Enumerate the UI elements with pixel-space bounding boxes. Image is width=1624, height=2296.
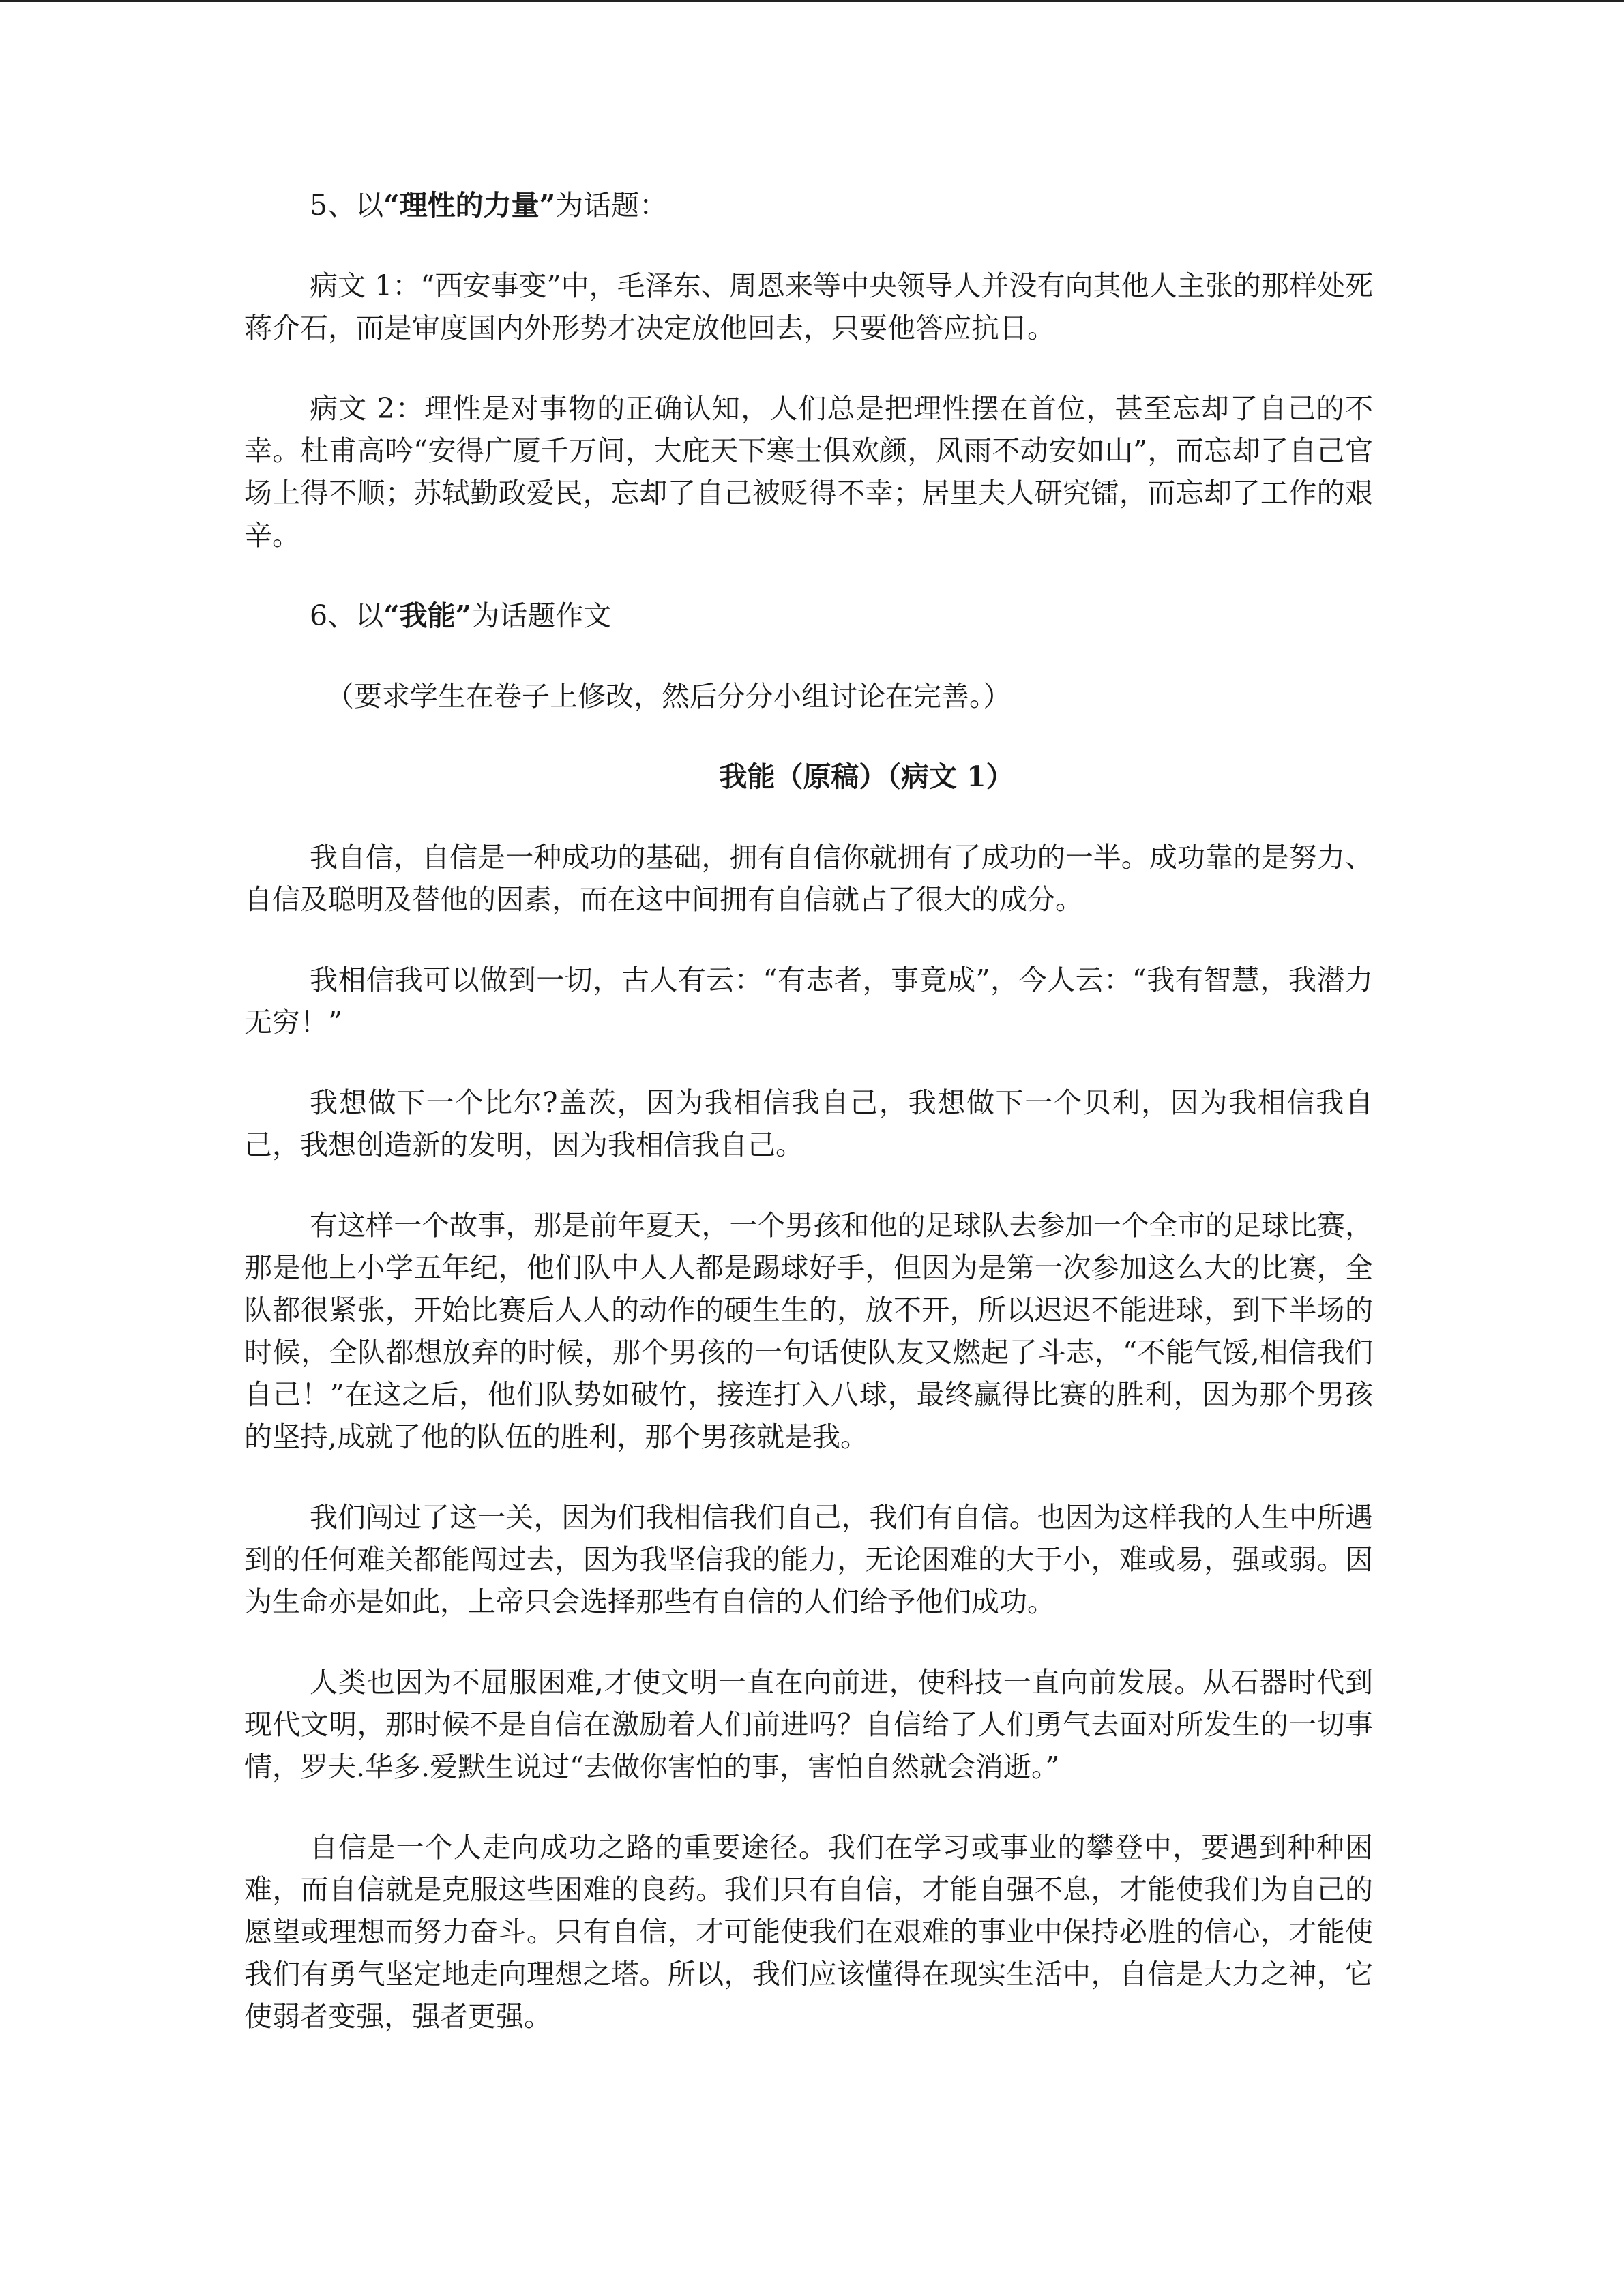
sample-paragraph-1: 病文 1：“西安事变”中，毛泽东、周恩来等中央领导人并没有向其他人主张的那样处死蒋介石，而是审度国内外形势才决定放他回去，只要他答应抗日。 bbox=[244, 269, 1373, 344]
essay-title: 我能（原稿）（病文 1） bbox=[719, 760, 1014, 793]
top-border-line bbox=[0, 0, 1624, 2]
instruction-note: （要求学生在卷子上修改，然后分分小组讨论在完善。） bbox=[326, 680, 1012, 713]
essay-paragraph-1: 我自信，自信是一种成功的基础，拥有自信你就拥有了成功的一半。成功靠的是努力、自信及聪明及替他的因素，而在这中间拥有自信就占了很大的成分。 bbox=[244, 841, 1373, 916]
section-6-suffix: 为话题作文 bbox=[471, 599, 612, 632]
essay-paragraph-5: 我们闯过了这一关，因为们我相信我们自己，我们有自信。也因为这样我的人生中所遇到的任何难关都能闯过去，因为我坚信我的能力，无论困难的大于小，难或易，强或弱。因为生命亦是如此，上帝只会选择那些有自信的人们给予他们成功。 bbox=[244, 1501, 1373, 1618]
essay-paragraph-3: 我想做下一个比尔?盖茨，因为我相信我自己，我想做下一个贝利，因为我相信我自己，我想创造新的发明，因为我相信我自己。 bbox=[244, 1086, 1373, 1161]
section-6-number: 6、以 bbox=[310, 599, 384, 632]
section-6-heading bbox=[244, 595, 1373, 637]
essay-paragraph-6: 人类也因为不屈服困难,才使文明一直在向前进，使科技一直向前发展。从石器时代到现代文明，那时候不是自信在激励着人们前进吗？自信给了人们勇气去面对所发生的一切事情，罗夫.华多.爱默生说过“去做你害怕的事，害怕自然就会消逝。” bbox=[244, 1666, 1373, 1783]
essay-paragraph-7: 自信是一个人走向成功之路的重要途径。我们在学习或事业的攀登中，要遇到种种困难，而自信就是克服这些困难的良药。我们只有自信，才能自强不息，才能使我们为自己的愿望或理想而努力奋斗。只有自信，才可能使我们在艰难的事业中保持必胜的信心，才能使我们有勇气坚定地走向理想之塔。所以，我们应该懂得在现实生活中，自信是大力之神，它使弱者变强，强者更强。 bbox=[244, 1831, 1373, 2033]
document-body bbox=[244, 184, 1373, 2038]
section-6-topic: “我能” bbox=[383, 599, 472, 632]
section-5-heading bbox=[244, 184, 1373, 226]
section-5-topic: “理性的力量” bbox=[383, 189, 556, 222]
sample-paragraph-2: 病文 2：理性是对事物的正确认知，人们总是把理性摆在首位，甚至忘却了自己的不幸。杜甫高吟“安得广厦千万间，大庇天下寒士俱欢颜，风雨不动安如山”，而忘却了自己官场上得不顺；苏轼勤政爱民，忘却了自己被贬得不幸；居里夫人研究镭，而忘却了工作的艰辛。 bbox=[244, 392, 1373, 552]
section-5-suffix: 为话题： bbox=[555, 189, 668, 222]
section-5-number: 5、以 bbox=[310, 189, 384, 222]
essay-paragraph-2: 我相信我可以做到一切，古人有云：“有志者，事竟成”，今人云：“我有智慧，我潜力无穷！” bbox=[244, 964, 1373, 1039]
essay-paragraph-4: 有这样一个故事，那是前年夏天，一个男孩和他的足球队去参加一个全市的足球比赛，那是他上小学五年纪，他们队中人人都是踢球好手，但因为是第一次参加这么大的比赛，全队都很紧张，开始比赛后人人的动作的硬生生的，放不开，所以迟迟不能进球，到下半场的时候，全队都想放弃的时候，那个男孩的一句话使队友又燃起了斗志，“不能气馁,相信我们自己！”在这之后，他们队势如破竹，接连打入八球，最终赢得比赛的胜利，因为那个男孩的坚持,成就了他的队伍的胜利，那个男孩就是我。 bbox=[244, 1209, 1373, 1453]
